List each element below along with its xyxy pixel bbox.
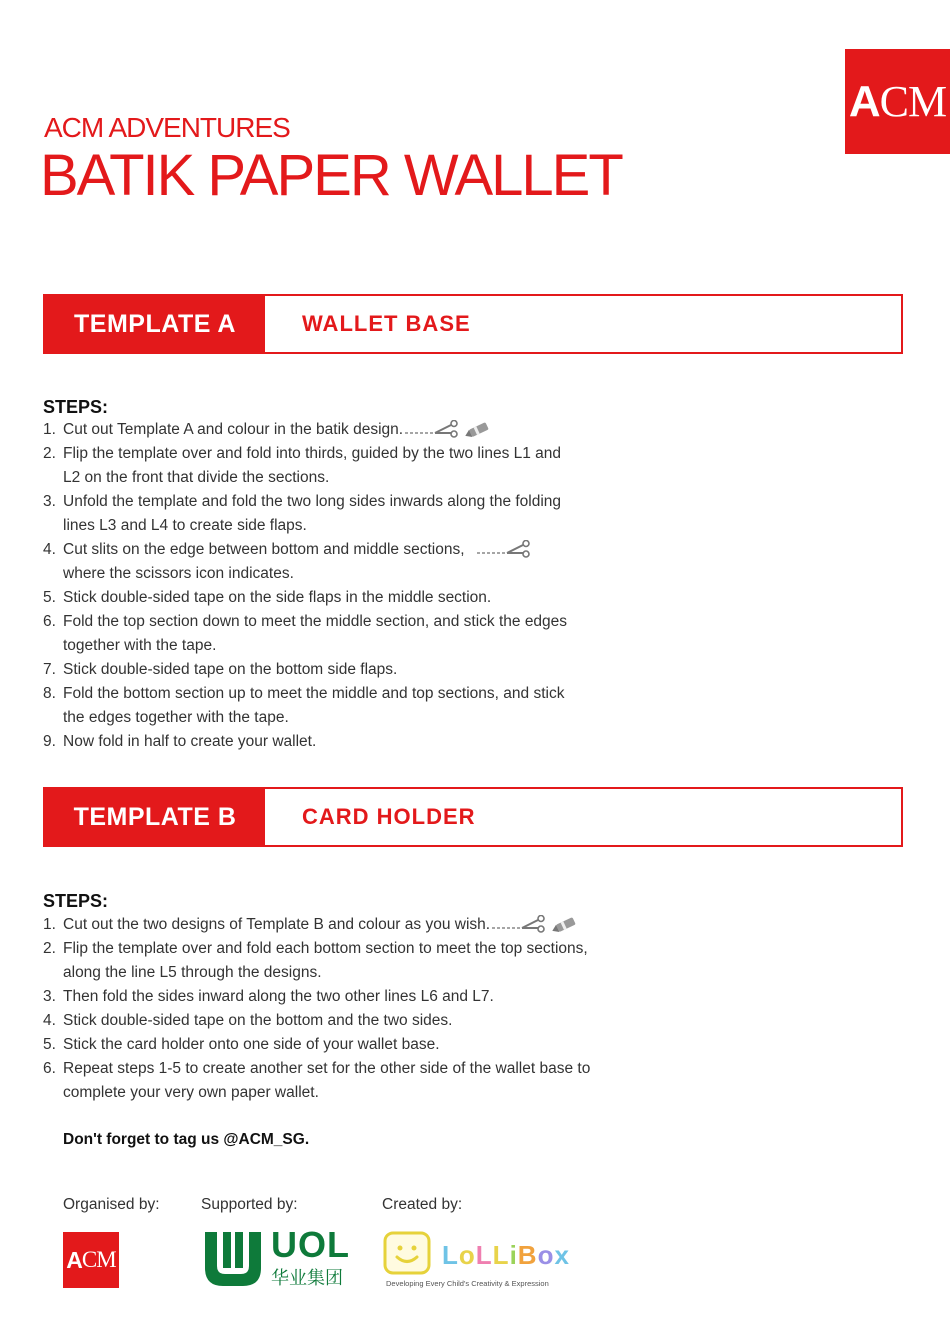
- step-text: Flip the template over and fold each bottom section to meet the top sections,: [63, 940, 588, 957]
- step-number: 4.: [43, 541, 56, 558]
- step-text: L2 on the front that divide the sections.: [63, 469, 330, 486]
- created-by-label: Created by:: [382, 1196, 463, 1213]
- uol-mark-icon: [201, 1230, 265, 1288]
- header-subtitle: ACM ADVENTURES: [44, 112, 290, 143]
- step-text: Repeat steps 1-5 to create another set for the other side of the wallet base to: [63, 1060, 591, 1077]
- step-text: Cut out Template A and colour in the batik design.: [63, 421, 404, 438]
- crayon-icon: [550, 915, 580, 935]
- template-b-step-3: [43, 985, 590, 1009]
- step-text: lines L3 and L4 to create side flaps.: [63, 517, 307, 534]
- lollibox-letter: L: [492, 1240, 510, 1270]
- step-number: 1.: [43, 916, 56, 933]
- smiley-box-icon: [382, 1230, 432, 1276]
- scissors-icon: [492, 915, 548, 935]
- step-text: Now fold in half to create your wallet.: [63, 733, 317, 750]
- lollibox-letter: i: [509, 1240, 518, 1270]
- acm-footer-logo: A CM: [63, 1232, 119, 1288]
- template-b-steps: [43, 913, 590, 1105]
- template-a-name: WALLET BASE: [302, 311, 471, 336]
- lollibox-letter: L: [475, 1240, 493, 1270]
- template-a-step-2: [43, 442, 567, 466]
- template-b-label: TEMPLATE B: [45, 789, 265, 845]
- step-text: together with the tape.: [63, 637, 217, 654]
- step-number: 3.: [43, 988, 56, 1005]
- lollibox-logo: [382, 1230, 572, 1292]
- step-number: 6.: [43, 613, 56, 630]
- lollibox-wordmark: [442, 1240, 570, 1271]
- step-text: the edges together with the tape.: [63, 709, 289, 726]
- step-text: complete your very own paper wallet.: [63, 1084, 319, 1101]
- step-text: Stick the card holder onto one side of your wallet base.: [63, 1036, 440, 1053]
- template-a-bar: [43, 294, 903, 354]
- step-text: Cut out the two designs of Template B and colour as you wish.: [63, 916, 491, 933]
- lollibox-letter: o: [537, 1240, 555, 1270]
- lollibox-letter: L: [442, 1240, 459, 1270]
- uol-text: UOL: [271, 1224, 350, 1265]
- template-a-steps-title: STEPS:: [43, 397, 109, 417]
- template-b-name: CARD HOLDER: [302, 804, 476, 829]
- step-number: 5.: [43, 589, 56, 606]
- step-text: Unfold the template and fold the two long sides inwards along the folding: [63, 493, 562, 510]
- step-text: Cut slits on the edge between bottom and middle sections,: [63, 541, 465, 558]
- template-b-step-2-cont: [43, 961, 590, 985]
- step-number: 5.: [43, 1036, 56, 1053]
- template-a-step-3: [43, 490, 567, 514]
- template-b-step-1: [43, 913, 590, 937]
- template-b-steps-title: STEPS:: [43, 891, 109, 911]
- supported-by-label: Supported by:: [201, 1196, 298, 1213]
- template-a-label: TEMPLATE A: [45, 296, 265, 352]
- template-a-step-8: [43, 682, 567, 706]
- template-b-step-6: [43, 1057, 590, 1081]
- step-text: Then fold the sides inward along the two other lines L6 and L7.: [63, 988, 494, 1005]
- scissors-icon: [405, 420, 461, 440]
- template-a-step-6: [43, 610, 567, 634]
- step-text: where the scissors icon indicates.: [63, 565, 294, 582]
- step-number: 6.: [43, 1060, 56, 1077]
- step-text: Fold the bottom section up to meet the middle and top sections, and stick: [63, 685, 565, 702]
- step-number: 2.: [43, 940, 56, 957]
- template-b-step-6-cont: [43, 1081, 590, 1105]
- template-a-step-5: [43, 586, 567, 610]
- step-text: Stick double-sided tape on the bottom side flaps.: [63, 661, 398, 678]
- step-number: 7.: [43, 661, 56, 678]
- template-b-step-4: [43, 1009, 590, 1033]
- lollibox-letter: o: [458, 1240, 476, 1270]
- page-title: BATIK PAPER WALLET: [40, 143, 622, 208]
- step-text: along the line L5 through the designs.: [63, 964, 322, 981]
- step-number: 1.: [43, 421, 56, 438]
- step-text: Stick double-sided tape on the bottom and the two sides.: [63, 1012, 453, 1029]
- template-a-step-2-cont: [43, 466, 567, 490]
- step-text: Fold the top section down to meet the middle section, and stick the edges: [63, 613, 568, 630]
- step-text: Stick double-sided tape on the side flaps in the middle section.: [63, 589, 492, 606]
- lollibox-letter: x: [554, 1240, 570, 1270]
- template-a-step-4-cont: [43, 562, 567, 586]
- organised-by-label: Organised by:: [63, 1196, 160, 1213]
- lollibox-letter: B: [517, 1240, 538, 1270]
- template-a-step-4: [43, 538, 567, 562]
- crayon-icon: [463, 420, 493, 440]
- template-a-step-7: [43, 658, 567, 682]
- template-b-step-2: [43, 937, 590, 961]
- template-a-steps: [43, 418, 567, 754]
- template-a-step-8-cont: [43, 706, 567, 730]
- template-a-step-6-cont: [43, 634, 567, 658]
- template-a-step-9: [43, 730, 567, 754]
- lollibox-tagline: Developing Every Child's Creativity & Expression: [386, 1279, 549, 1288]
- template-a-step-3-cont: [43, 514, 567, 538]
- template-b-step-5: [43, 1033, 590, 1057]
- uol-chinese: 华业集团: [271, 1268, 343, 1289]
- uol-logo: [201, 1224, 351, 1290]
- acm-logo: A CM: [845, 49, 950, 154]
- tag-line: Don't forget to tag us @ACM_SG.: [63, 1131, 310, 1148]
- step-number: 2.: [43, 445, 56, 462]
- step-number: 4.: [43, 1012, 56, 1029]
- step-text: Flip the template over and fold into thirds, guided by the two lines L1 and: [63, 445, 562, 462]
- template-b-bar: [43, 787, 903, 847]
- step-number: 3.: [43, 493, 56, 510]
- step-number: 9.: [43, 733, 56, 750]
- step-number: 8.: [43, 685, 56, 702]
- scissors-icon: [477, 540, 533, 560]
- template-a-step-1: [43, 418, 567, 442]
